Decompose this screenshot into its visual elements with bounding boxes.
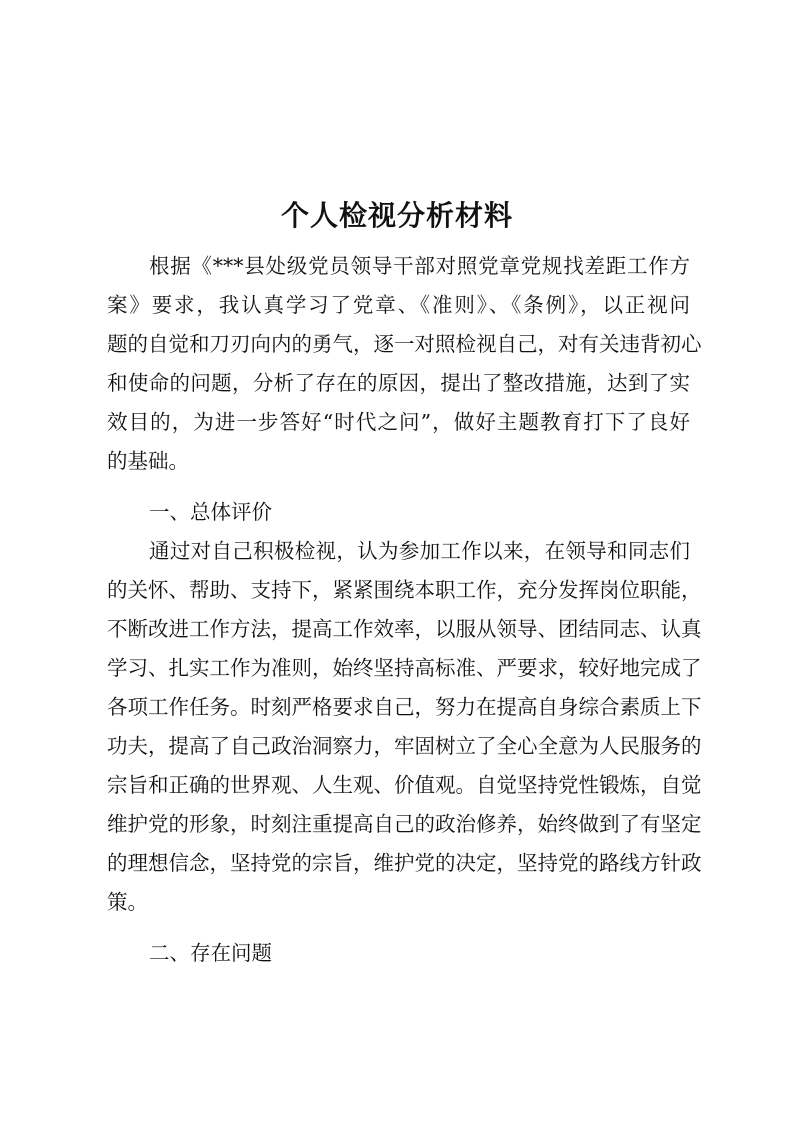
paragraph-line: 题的自觉和刀刃向内的勇气，逐一对照检视自己，对有关违背初心	[107, 332, 702, 356]
paragraph-line: 各项工作任务。时刻严格要求自己，努力在提高自身综合素质上下	[107, 695, 702, 719]
paragraph-line: 维护党的形象，时刻注重提高自己的政治修养，始终做到了有坚定	[107, 812, 702, 836]
paragraph-line: 学习、扎实工作为准则，始终坚持高标准、严要求，较好地完成了	[107, 656, 702, 680]
paragraph-line: 不断改进工作方法，提高工作效率，以服从领导、团结同志、认真	[107, 617, 702, 641]
paragraph-line: 根据《***县处级党员领导干部对照党章党规找差距工作方	[149, 254, 690, 278]
section-heading-existing-problems: 二、存在问题	[149, 941, 272, 965]
paragraph-line: 宗旨和正确的世界观、人生观、价值观。自觉坚持党性锻炼，自觉	[107, 773, 702, 797]
paragraph-line: 的理想信念，坚持党的宗旨，维护党的决定，坚持党的路线方针政	[107, 851, 702, 875]
paragraph-line: 和使命的问题，分析了存在的原因，提出了整改措施，达到了实	[107, 371, 690, 395]
paragraph-line: 功夫，提高了自己政治洞察力，牢固树立了全心全意为人民服务的	[107, 734, 702, 758]
section-heading-overall-evaluation: 一、总体评价	[149, 500, 272, 524]
document-title: 个人检视分析材料	[280, 199, 513, 232]
paragraph-line: 案》要求，我认真学习了党章、《准则》、《条例》，以正视问	[107, 293, 690, 317]
paragraph-line: 的基础。	[107, 449, 189, 473]
paragraph-line: 的关怀、帮助、支持下，紧紧围绕本职工作，充分发挥岗位职能，	[107, 578, 702, 602]
paragraph-line: 效目的，为进一步答好“时代之问”，做好主题教育打下了良好	[107, 410, 690, 434]
paragraph-line: 通过对自己积极检视，认为参加工作以来，在领导和同志们	[149, 539, 690, 563]
paragraph-line: 策。	[107, 890, 148, 914]
